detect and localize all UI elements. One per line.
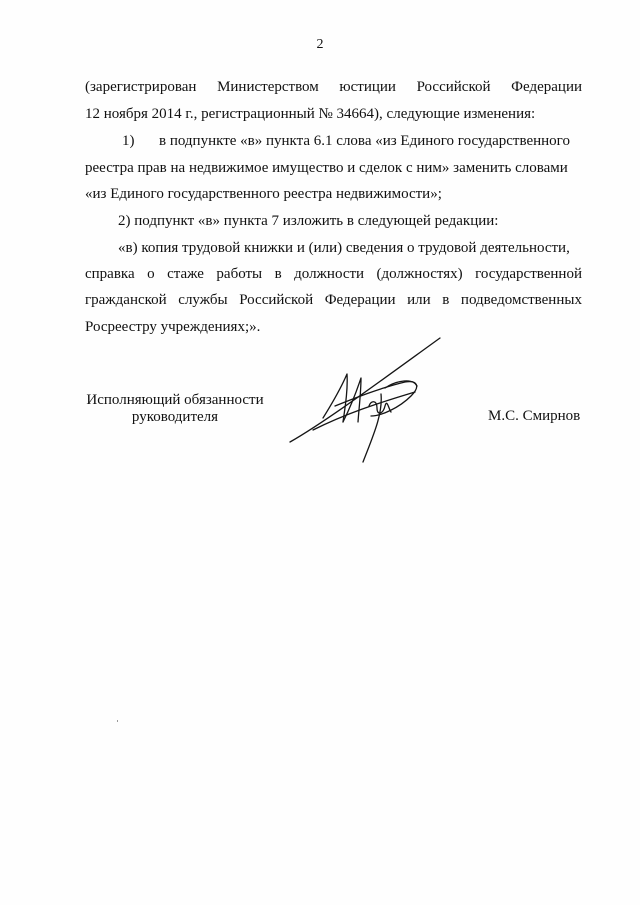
word: справка (85, 266, 135, 282)
scan-speck (117, 720, 118, 722)
word: (зарегистрирован (85, 79, 197, 95)
page-number: 2 (316, 37, 324, 52)
word: должности (294, 266, 365, 282)
signatory-position-line2: руководителя (131, 409, 219, 425)
word: в (274, 266, 282, 282)
word: Министерством (217, 79, 319, 95)
item1-number: 1) (122, 133, 135, 149)
paragraph1-line2: 12 ноября 2014 г., регистрационный № 34664), следующие изменения: (85, 106, 536, 122)
signatory-position-line1: Исполняющий обязанности (86, 392, 264, 408)
word: юстиции (339, 79, 396, 95)
quote-line1: «в) копия трудовой книжки и (или) сведения о трудовой деятельности, (118, 240, 570, 256)
handwritten-signature (285, 330, 455, 465)
word: работы (216, 266, 263, 282)
word: Российской (416, 79, 491, 95)
item1-text: в подпункте «в» пункта 6.1 слова «из Единого государственного (159, 133, 570, 149)
word: государственной (475, 266, 582, 282)
item1-line2: реестра прав на недвижимое имущество и сделок с ним» заменить словами (85, 160, 568, 176)
word: Федерации (324, 292, 396, 308)
word: службы (178, 292, 228, 308)
word: гражданской (85, 292, 167, 308)
word: подведомственных (460, 292, 582, 308)
word: в (442, 292, 450, 308)
item1-line1 (122, 133, 582, 150)
quote-line2 (85, 266, 582, 283)
word: или (407, 292, 431, 308)
paragraph1-line1 (85, 79, 582, 96)
item1-line3: «из Единого государственного реестра недвижимости»; (85, 186, 442, 202)
word: о (147, 266, 155, 282)
quote-line3 (85, 292, 582, 309)
item2-line1: 2) подпункт «в» пункта 7 изложить в следующей редакции: (118, 213, 499, 229)
word: (должностях) (376, 266, 463, 282)
word: Федерации (511, 79, 582, 95)
quote-line4: Росреестру учреждениях;». (85, 319, 261, 335)
signatory-name: М.С. Смирнов (488, 408, 581, 424)
word: стаже (167, 266, 204, 282)
word: Российской (239, 292, 314, 308)
